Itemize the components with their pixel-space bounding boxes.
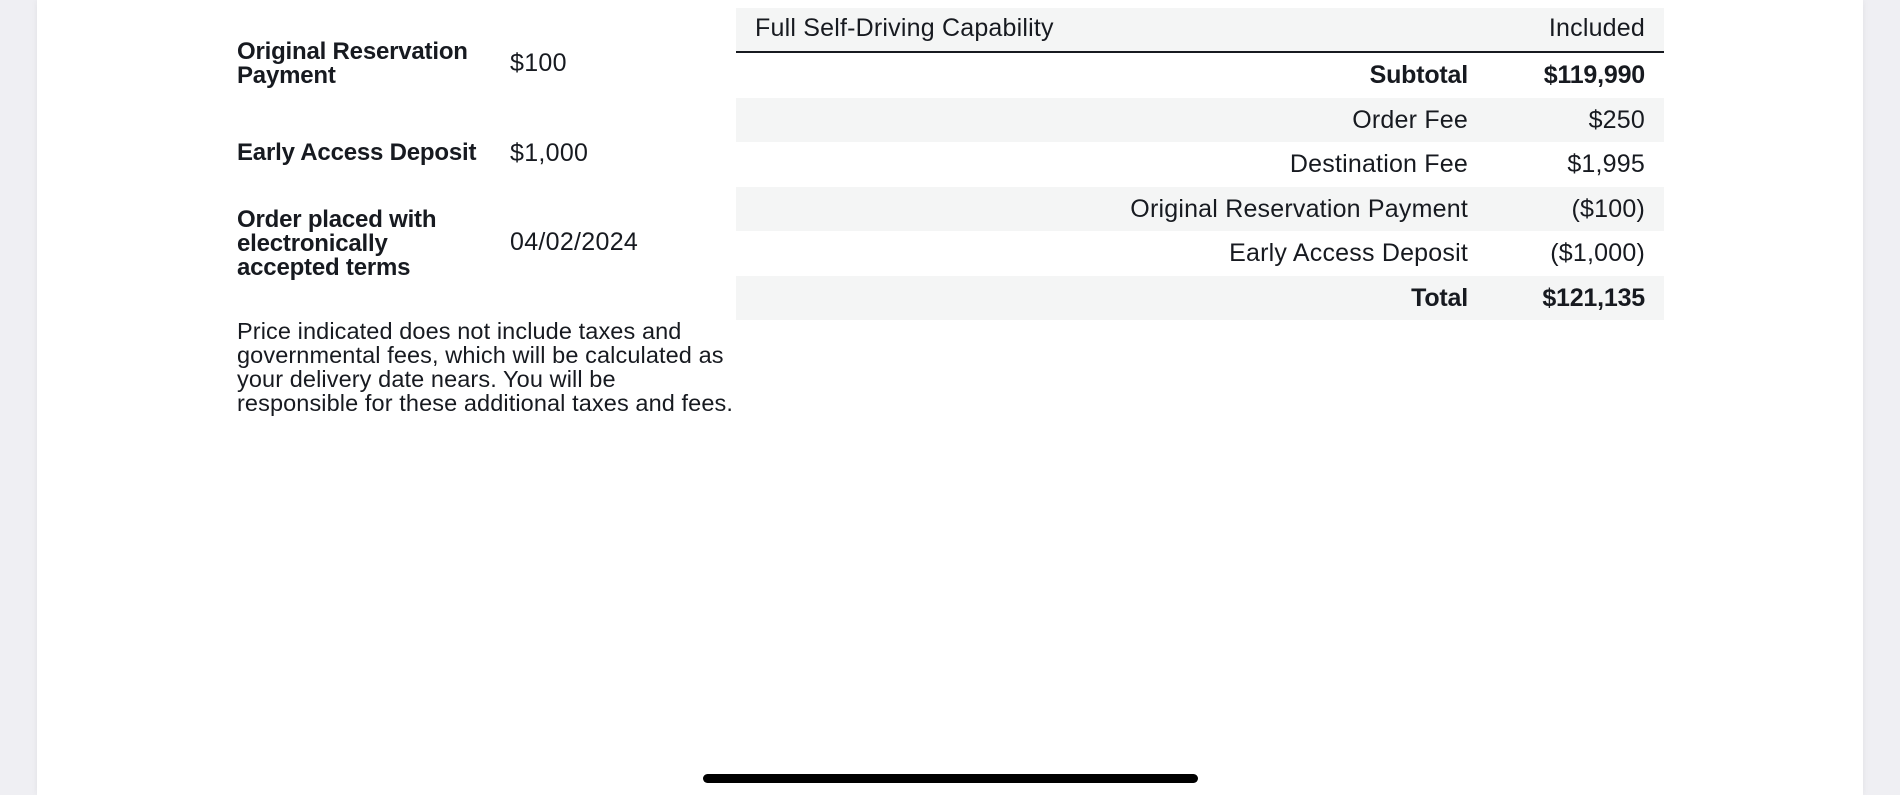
document-page [37, 0, 1863, 795]
subtotal-value: $119,990 [1543, 61, 1645, 89]
reservation-payment-value: $100 [510, 49, 567, 77]
home-indicator-bar[interactable] [703, 774, 1198, 783]
subtotal-label: Subtotal [1369, 61, 1468, 89]
early-access-deposit-value: $1,000 [510, 139, 589, 167]
destination-fee-label: Destination Fee [1289, 150, 1468, 178]
fsd-row [736, 8, 1664, 53]
reservation-credit-label: Original Reservation Payment [1130, 194, 1468, 223]
deposit-credit-label: Early Access Deposit [1229, 239, 1468, 267]
order-fee-label: Order Fee [1352, 105, 1468, 134]
total-label: Total [1411, 283, 1468, 312]
reservation-payment-label: Original Reservation Payment [237, 38, 468, 89]
price-breakdown-table [736, 8, 1664, 320]
order-fee-row [736, 98, 1664, 143]
total-value: $121,135 [1542, 283, 1645, 312]
deposit-credit-value: ($1,000) [1550, 239, 1645, 267]
order-placed-label: Order placed with electronically accepted terms [237, 206, 437, 281]
total-row [736, 276, 1664, 321]
order-fee-value: $250 [1588, 105, 1645, 134]
fsd-value: Included [1548, 14, 1645, 42]
reservation-credit-row [736, 187, 1664, 232]
deposit-credit-row [736, 231, 1664, 276]
fsd-label: Full Self-Driving Capability [755, 14, 1054, 42]
subtotal-row [736, 53, 1664, 98]
destination-fee-row [736, 142, 1664, 187]
reservation-credit-value: ($100) [1571, 194, 1645, 223]
order-date-value: 04/02/2024 [510, 228, 639, 256]
destination-fee-value: $1,995 [1567, 150, 1645, 178]
early-access-deposit-label: Early Access Deposit [237, 139, 477, 166]
tax-disclaimer-text: Price indicated does not include taxes and governmental fees, which will be calculated as your delivery date nears. You will be responsible for these additional taxes and fees. [237, 318, 734, 416]
